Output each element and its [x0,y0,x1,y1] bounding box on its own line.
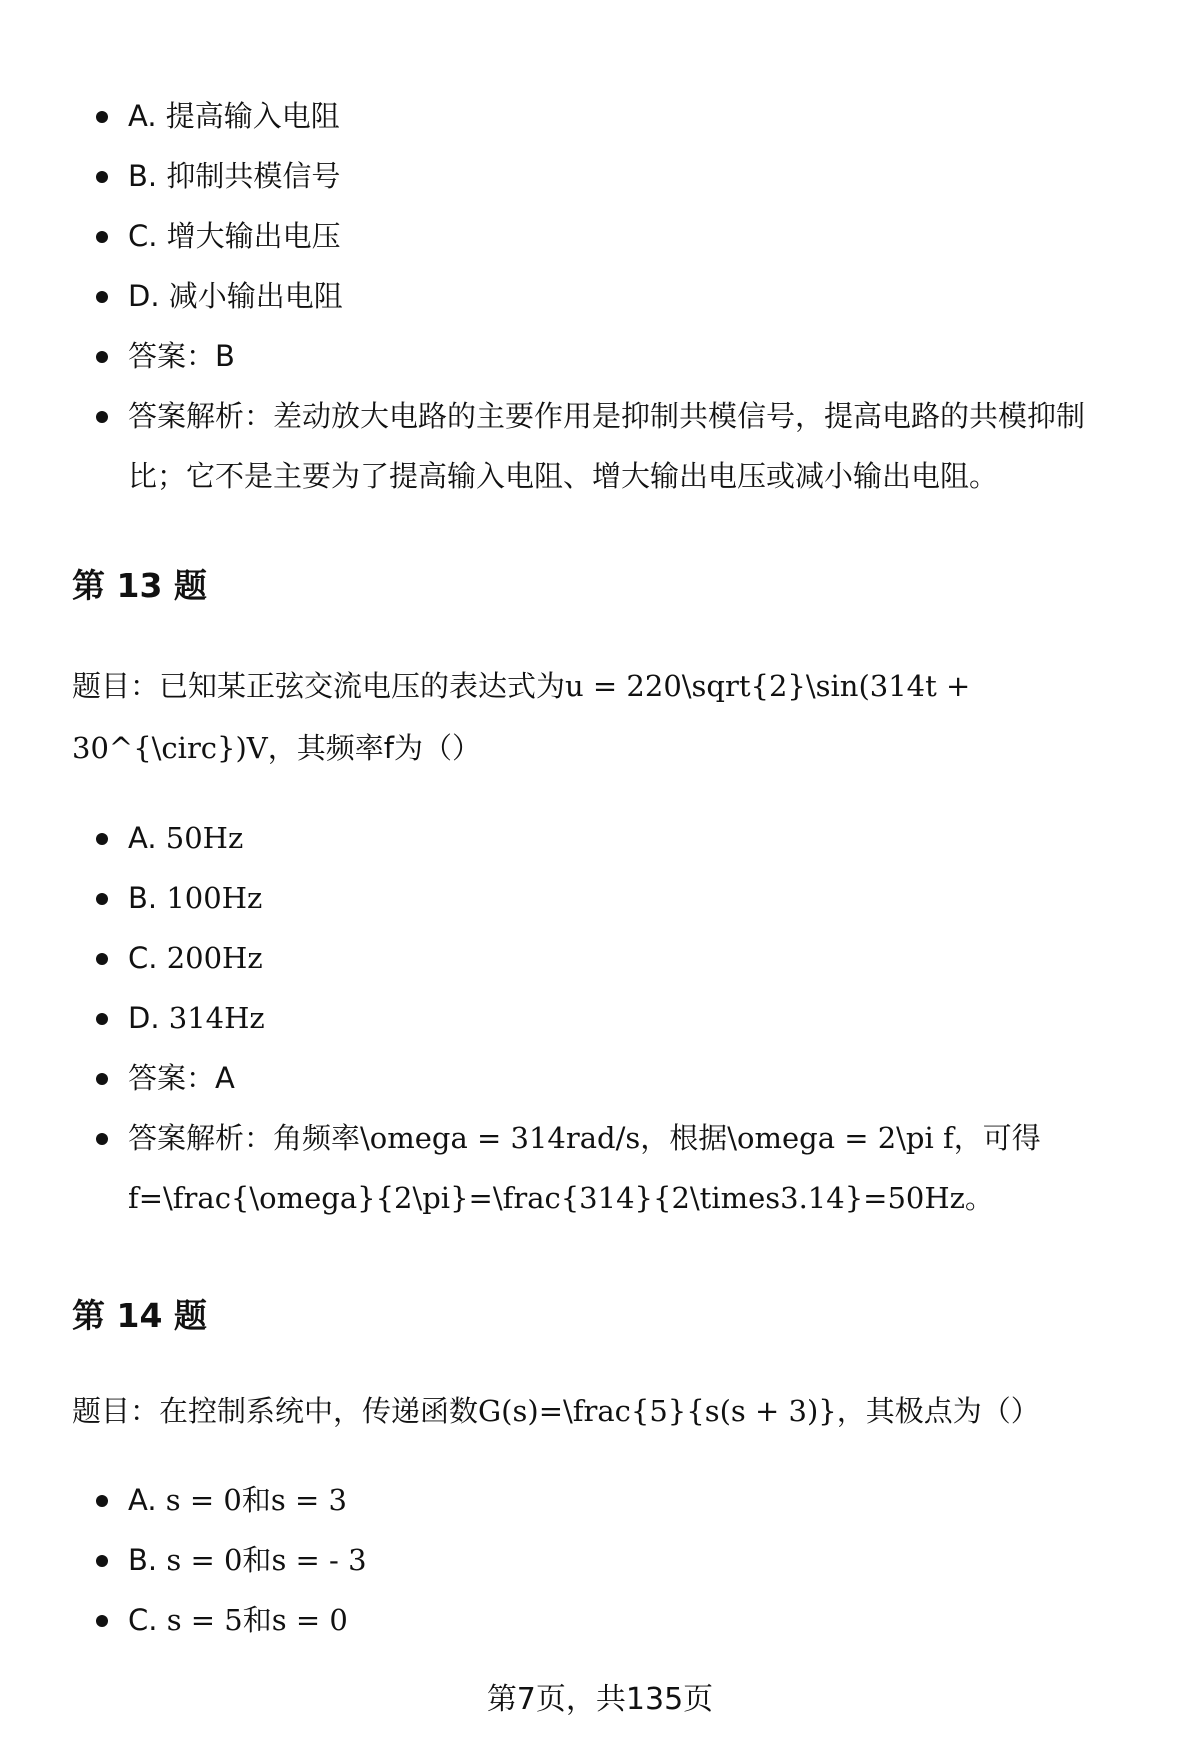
answer-item: 答案：A [0,1048,1200,1108]
q14-options [0,1470,1200,1650]
list-item [0,868,1200,928]
list-item [0,808,1200,868]
math-expression: f=\frac{\omega}{2\pi}=\frac{314}{2\times3.14}=50Hz [128,1181,965,1215]
list-item: C. 增大输出电压 [0,206,1200,266]
analysis-mid: ，可得 [953,1121,1041,1155]
answer-item: 答案：B [0,326,1200,386]
math-expression: u = 220\sqrt{2}\sin(314t + 30^{\circ})V [72,669,971,765]
question-heading: 第 14 题 [72,1296,207,1335]
question-suffix: ，其极点为（） [836,1394,1040,1428]
math-expression: \omega = 2\pi f [727,1121,954,1155]
analysis-item: 答案解析：差动放大电路的主要作用是抑制共模信号，提高电路的共模抑制比；它不是主要为了提高输入电阻、增大输出电压或减小输出电阻。 [0,386,1200,506]
list-item [0,1530,1200,1590]
list-item [0,1470,1200,1530]
q12-options [0,86,1200,506]
option-label: C. [128,1603,167,1637]
option-connector: 和 [242,1603,272,1637]
option-value: 314Hz [168,1001,265,1035]
option-label: B. [128,881,167,915]
option-label: B. [128,1543,167,1577]
analysis-mid: ，根据 [640,1121,728,1155]
analysis-prefix: 答案解析：角频率 [128,1121,361,1155]
list-item: A. 提高输入电阻 [0,86,1200,146]
question-prefix: 题目：在控制系统中，传递函数 [72,1394,479,1428]
list-item [0,988,1200,1048]
math-expression: \omega = 314rad/s [360,1121,641,1155]
option-label: A. [128,1483,166,1517]
option-label: A. [128,821,166,855]
math-expression: s = 3 [270,1483,347,1517]
q13-options [0,808,1200,1228]
list-item [0,928,1200,988]
analysis-end: 。 [964,1181,994,1215]
question-prefix: 题目：已知某正弦交流电压的表达式为 [72,669,566,703]
question-text [72,655,1132,779]
question-heading: 第 13 题 [72,566,207,605]
question-text [72,1380,1132,1442]
option-label: D. [128,1001,169,1035]
math-expression: s = - 3 [271,1543,367,1577]
math-expression: s = 0 [271,1603,348,1637]
option-value: 200Hz [166,941,263,975]
option-value: 50Hz [165,821,244,855]
list-item: B. 抑制共模信号 [0,146,1200,206]
option-connector: 和 [241,1483,271,1517]
question-suffix: ，其频率f为（） [267,731,481,765]
page-footer: 第7页，共135页 [486,1682,714,1717]
list-item [0,1590,1200,1650]
math-expression: s = 0 [166,1543,243,1577]
math-expression: G(s)=\frac{5}{s(s + 3)} [478,1394,837,1428]
analysis-item [0,1108,1200,1228]
math-expression: s = 0 [165,1483,242,1517]
math-expression: s = 5 [166,1603,243,1637]
list-item: D. 减小输出电阻 [0,266,1200,326]
option-connector: 和 [242,1543,272,1577]
option-value: 100Hz [166,881,263,915]
option-label: C. [128,941,167,975]
